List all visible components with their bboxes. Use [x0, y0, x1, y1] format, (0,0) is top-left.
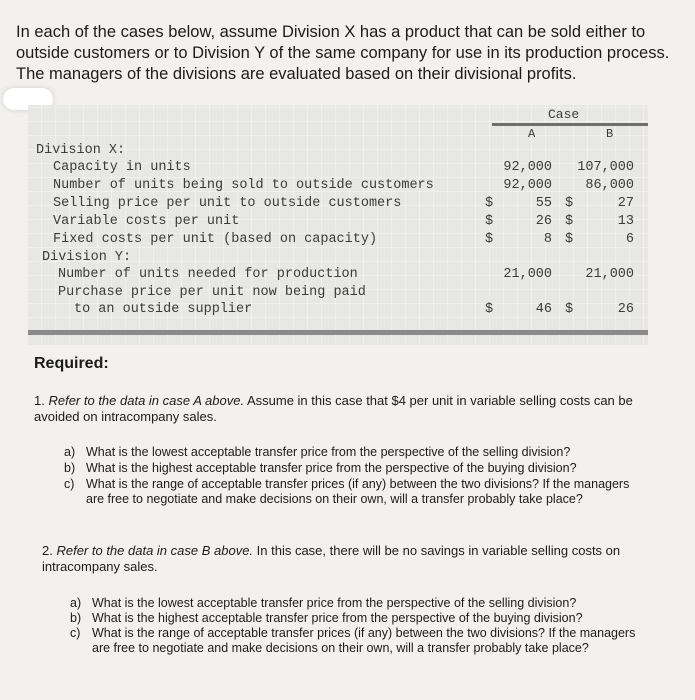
- list-text: What is the lowest acceptable transfer price from the perspective of the selling division?: [92, 596, 577, 610]
- list-text: What is the range of acceptable transfer prices (if any) between the two divisions? If the managers are free to negotiate and make decisions on their own, will a transfer probably take place?: [86, 477, 630, 506]
- table-row: [28, 178, 648, 195]
- dollar-sign: $: [484, 232, 494, 247]
- case-a-value: 46: [535, 302, 552, 317]
- list-letter: c): [70, 626, 81, 640]
- row-label: to an outside supplier: [74, 302, 253, 317]
- table-row: [28, 196, 648, 213]
- dollar-sign: $: [564, 232, 574, 247]
- list-text: What is the range of acceptable transfer prices (if any) between the two divisions? If the managers are free to negotiate and make decisions on their own, will a transfer probably take place?: [92, 626, 636, 655]
- list-letter: c): [64, 477, 75, 491]
- question-text: Assume in this case that $4 per unit in variable selling costs can be avoided on intracompany sales.: [34, 393, 633, 424]
- case-a-value: 55: [535, 196, 552, 211]
- dollar-sign: $: [484, 214, 494, 229]
- dollar-sign: $: [484, 196, 494, 211]
- table-row: [28, 232, 648, 249]
- list-text: What is the highest acceptable transfer price from the perspective of the buying division?: [86, 461, 577, 475]
- list-text: What is the lowest acceptable transfer price from the perspective of the selling division?: [86, 445, 571, 459]
- intro-paragraph: In each of the cases below, assume Division X has a product that can be sold either to outside customers or to Division Y of the same company for use in its production process. The managers of the divisions are evaluated based on their divisional profits.: [16, 23, 670, 83]
- row-label: Number of units needed for production: [58, 267, 358, 282]
- case-b-value: 21,000: [585, 267, 634, 282]
- table-row: [28, 285, 648, 302]
- table-row: [28, 267, 648, 284]
- table-row: [28, 160, 648, 177]
- list-letter: a): [64, 445, 76, 459]
- case-a-value: 21,000: [503, 267, 552, 282]
- division-x-heading-row: [28, 143, 648, 160]
- row-label: Fixed costs per unit (based on capacity): [53, 232, 378, 247]
- column-a-header: A: [528, 127, 536, 141]
- dollar-sign: $: [564, 214, 574, 229]
- table-bottom-rule: [28, 330, 648, 335]
- row-label: Selling price per unit to outside customers: [53, 196, 402, 211]
- question-number: 1.: [34, 393, 45, 408]
- column-b-header: B: [606, 127, 614, 141]
- question-number: 2.: [42, 543, 53, 558]
- row-label: Variable costs per unit: [53, 214, 240, 229]
- division-y-heading-row: [28, 250, 648, 267]
- case-data-table: [28, 105, 648, 345]
- row-label: Number of units being sold to outside customers: [53, 178, 434, 193]
- list-letter: b): [64, 461, 76, 475]
- header-rule: [492, 123, 648, 126]
- question-text: In this case, there will be no savings in variable selling costs on intracompany sales.: [42, 543, 621, 574]
- row-label: Purchase price per unit now being paid: [58, 285, 366, 300]
- case-b-value: 13: [617, 214, 634, 229]
- list-letter: a): [70, 596, 82, 610]
- case-b-value: 6: [625, 232, 634, 247]
- division-y-heading: Division Y:: [42, 250, 132, 265]
- question-reference: Refer to the data in case B above.: [56, 543, 254, 558]
- division-x-heading: Division X:: [36, 143, 126, 158]
- case-a-value: 8: [543, 232, 552, 247]
- question-1: [34, 393, 654, 425]
- required-heading: Required:: [34, 355, 109, 372]
- case-a-value: 92,000: [503, 160, 552, 175]
- list-text: What is the highest acceptable transfer price from the perspective of the buying division?: [92, 611, 583, 625]
- case-a-value: 26: [535, 214, 552, 229]
- case-header: Case: [548, 107, 580, 122]
- dollar-sign: $: [484, 302, 494, 317]
- dollar-sign: $: [564, 302, 574, 317]
- case-b-value: 27: [617, 196, 634, 211]
- table-row: [28, 302, 648, 319]
- row-label: Capacity in units: [53, 160, 191, 175]
- question-reference: Refer to the data in case A above.: [48, 393, 245, 408]
- case-b-value: 107,000: [577, 160, 634, 175]
- list-letter: b): [70, 611, 82, 625]
- case-b-value: 26: [617, 302, 634, 317]
- case-a-value: 92,000: [503, 178, 552, 193]
- dollar-sign: $: [564, 196, 574, 211]
- case-b-value: 86,000: [585, 178, 634, 193]
- table-row: [28, 214, 648, 231]
- question-2: [42, 543, 662, 575]
